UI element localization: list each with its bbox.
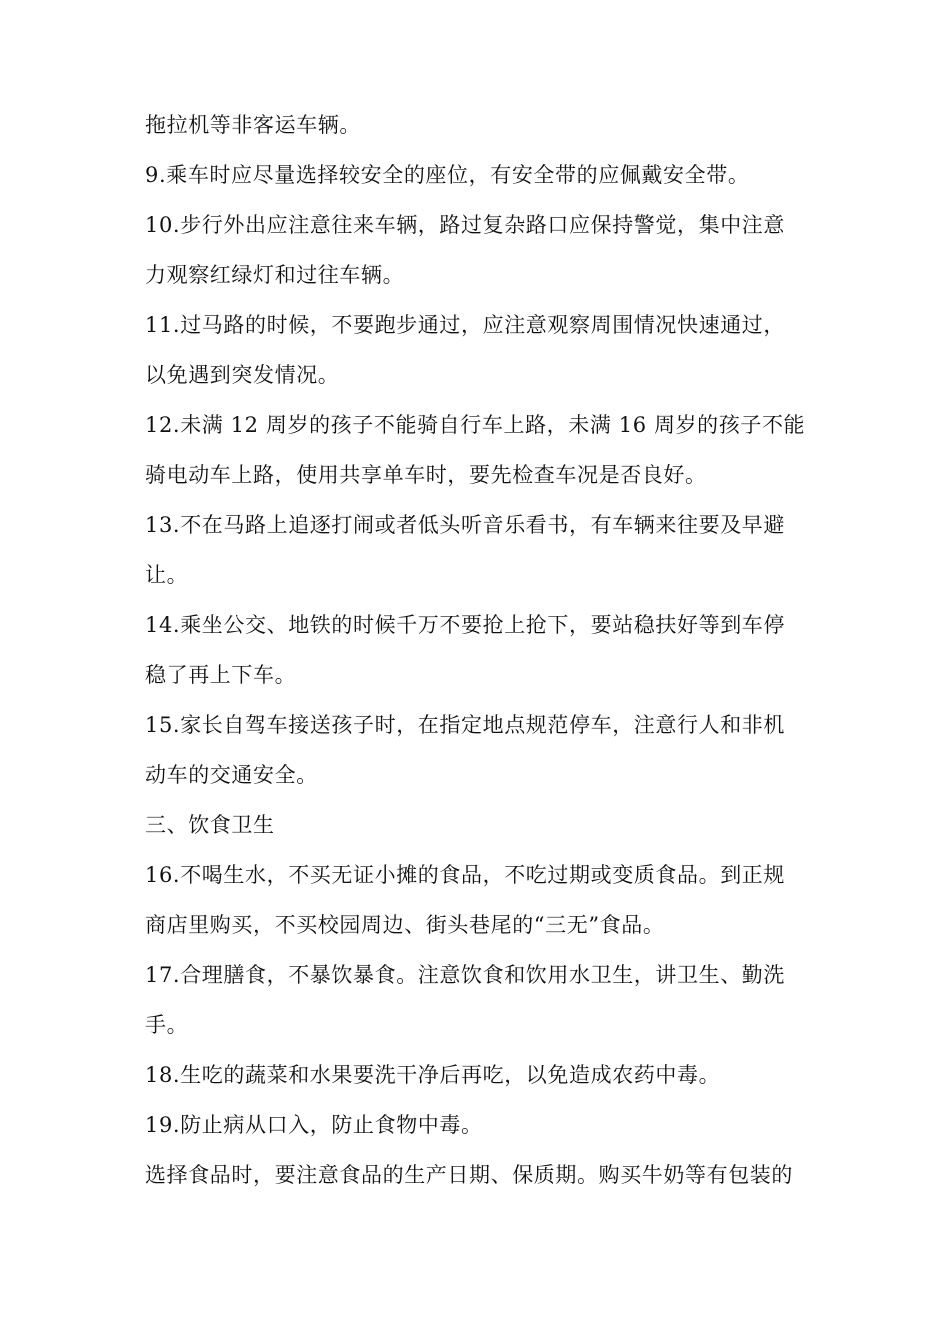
text-line: 选择食品时，要注意食品的生产日期、保质期。购买牛奶等有包装的 [145, 1163, 793, 1187]
text-line: 16.不喝生水，不买无证小摊的食品，不吃过期或变质食品。到正规 [145, 863, 785, 887]
text-line: 19.防止病从口入，防止食物中毒。 [145, 1113, 483, 1137]
document-body [145, 100, 815, 1200]
text-line: 手。 [145, 1013, 189, 1037]
text-line: 14.乘坐公交、地铁的时候千万不要抢上抢下，要站稳扶好等到车停 [145, 613, 785, 637]
text-line: 15.家长自驾车接送孩子时，在指定地点规范停车，注意行人和非机 [145, 713, 785, 737]
text-line: 力观察红绿灯和过往车辆。 [145, 263, 405, 287]
text-line: 10.步行外出应注意往来车辆，路过复杂路口应保持警觉，集中注意 [145, 213, 785, 237]
text-line: 骑电动车上路，使用共享单车时，要先检查车况是否良好。 [145, 463, 707, 487]
text-line: 拖拉机等非客运车辆。 [145, 113, 361, 137]
text-line: 稳了再上下车。 [145, 663, 297, 687]
text-line: 13.不在马路上追逐打闹或者低头听音乐看书，有车辆来往要及早避 [145, 513, 785, 537]
section-heading: 三、饮食卫生 [145, 813, 275, 837]
text-line: 以免遇到突发情况。 [145, 363, 340, 387]
text-line: 11.过马路的时候，不要跑步通过，应注意观察周围情况快速通过， [145, 313, 785, 337]
text-line: 动车的交通安全。 [145, 763, 318, 787]
text-line: 17.合理膳食，不暴饮暴食。注意饮食和饮用水卫生，讲卫生、勤洗 [145, 963, 785, 987]
text-line: 18.生吃的蔬菜和水果要洗干净后再吃，以免造成农药中毒。 [145, 1063, 721, 1087]
text-line: 12.未满 12 周岁的孩子不能骑自行车上路，未满 16 周岁的孩子不能 [145, 413, 806, 437]
text-line: 9.乘车时应尽量选择较安全的座位，有安全带的应佩戴安全带。 [145, 163, 750, 187]
text-line: 商店里购买，不买校园周边、街头巷尾的“三无”食品。 [145, 913, 665, 937]
text-line: 让。 [145, 563, 189, 587]
